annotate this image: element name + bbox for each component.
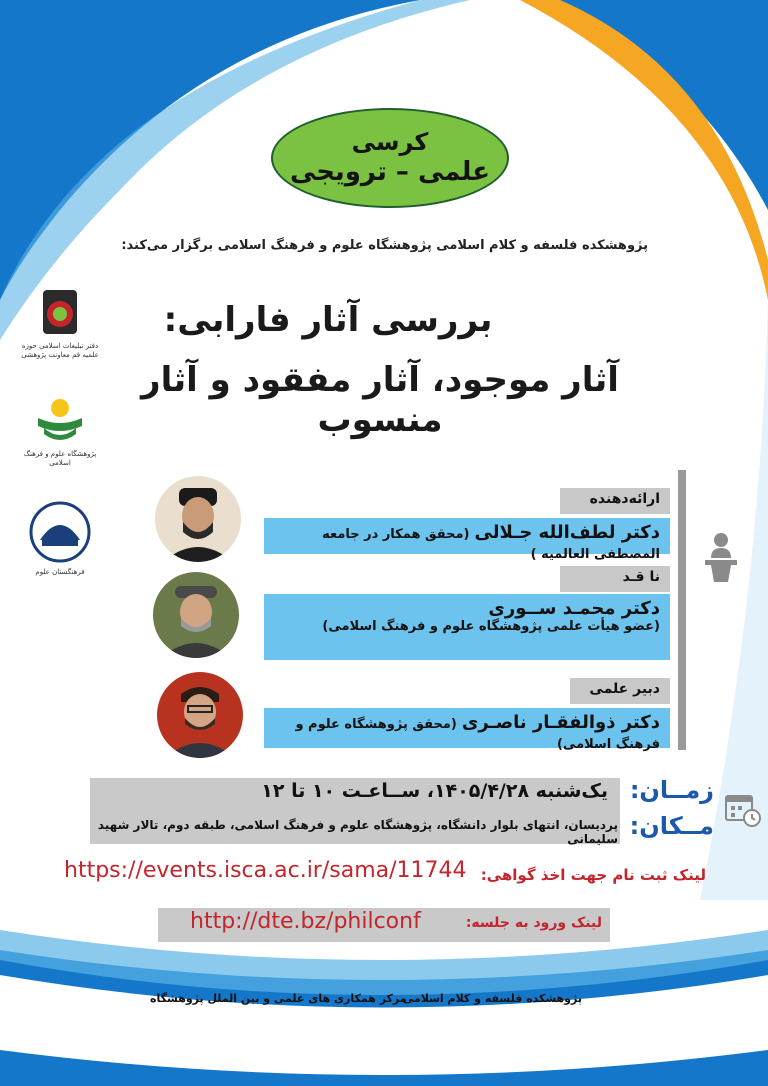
time-label: زمــان: — [629, 776, 714, 804]
logo-farhangestan — [18, 500, 102, 577]
ministry-emblem-icon — [35, 288, 85, 338]
role-tag-presenter: ارائه‌دهنده — [560, 488, 670, 514]
speaker-affiliation-presenter: (محقق همکار در جامعه المصطفی العالمیه ) — [322, 527, 660, 562]
place-label: مــکان: — [629, 812, 714, 840]
speaker-photo-presenter — [155, 476, 241, 562]
registration-link[interactable]: https://events.isca.ac.ir/sama/11744 — [64, 858, 467, 883]
role-tag-secretary: دبیر علمی — [570, 678, 670, 704]
logo-ministry-caption: دفتر تبلیغات اسلامی حوزه علمیه قم معاونت پژوهشی — [21, 342, 99, 359]
speaker-box-presenter — [264, 518, 670, 562]
speaker-box-secretary — [264, 708, 670, 752]
person-avatar-icon — [155, 476, 241, 562]
speaker-photo-critic — [153, 572, 239, 658]
logo-isca-caption: پژوهشگاه علوم و فرهنگ اسلامی — [23, 450, 97, 467]
speaker-name-critic: دکتر محمـد ســوری — [488, 598, 660, 619]
footer-left-text: مرکز همکاری های علمی و بین الملل پژوهشگاه — [150, 992, 407, 1005]
isca-emblem-icon — [30, 396, 90, 446]
person-avatar-icon — [157, 672, 243, 758]
speaker-affiliation-secretary: (محقق پژوهشگاه علوم و فرهنگ اسلامی) — [295, 717, 660, 752]
registration-label: لینک ثبت نام جهت اخذ گواهی: — [480, 866, 706, 884]
event-title-line2: آثار موجود، آثار مفقود و آثار منسوب — [141, 360, 619, 440]
scientific-chair-badge — [271, 108, 509, 208]
speaker-photo-secretary — [157, 672, 243, 758]
speaker-box-critic — [264, 594, 670, 660]
lecturer-icon — [693, 528, 749, 584]
speaker-affiliation-critic: (عضو هیأت علمی پژوهشگاه علوم و فرهنگ اسلامی) — [322, 619, 660, 634]
farhangestan-emblem-icon — [28, 500, 92, 564]
speakers-divider-bar — [678, 470, 686, 750]
join-label: لینک ورود به جلسه: — [465, 915, 602, 931]
organizer-text: پژوهشکده فلسفه و کلام اسلامی پژوهشگاه علوم و فرهنگ اسلامی برگزار می‌کند: — [121, 238, 648, 253]
person-avatar-icon — [153, 572, 239, 658]
join-link[interactable]: http://dte.bz/philconf — [190, 909, 421, 934]
footer-right-text: پژوهشکده فلسفه و کلام اسلامی — [402, 992, 582, 1005]
time-value: یک‌شنبه ۱۴۰۵/۴/۲۸، ســاعـت ۱۰ تا ۱۲ — [261, 780, 608, 802]
role-tag-critic: نا قـد — [560, 566, 670, 592]
logo-farhangestan-caption: فرهنگستان علوم — [35, 568, 85, 576]
event-title-line1: بررسی آثار فارابی: — [163, 300, 493, 340]
speaker-name-secretary: دکتر ذوالفقـار ناصـری — [461, 712, 660, 733]
place-value: پردیسان، انتهای بلوار دانشگاه، پژوهشگاه علوم و فرهنگ اسلامی، طبقه دوم، تالار شهید سلیمانی — [97, 818, 618, 846]
speaker-name-presenter: دکتر لطف‌الله جـلالی — [474, 522, 660, 543]
badge-line2: علمی – ترویجی — [289, 157, 491, 187]
logo-isca — [18, 396, 102, 468]
badge-line1: کرسی — [351, 128, 429, 156]
calendar-clock-icon — [724, 790, 762, 828]
logo-ministry — [18, 288, 102, 360]
